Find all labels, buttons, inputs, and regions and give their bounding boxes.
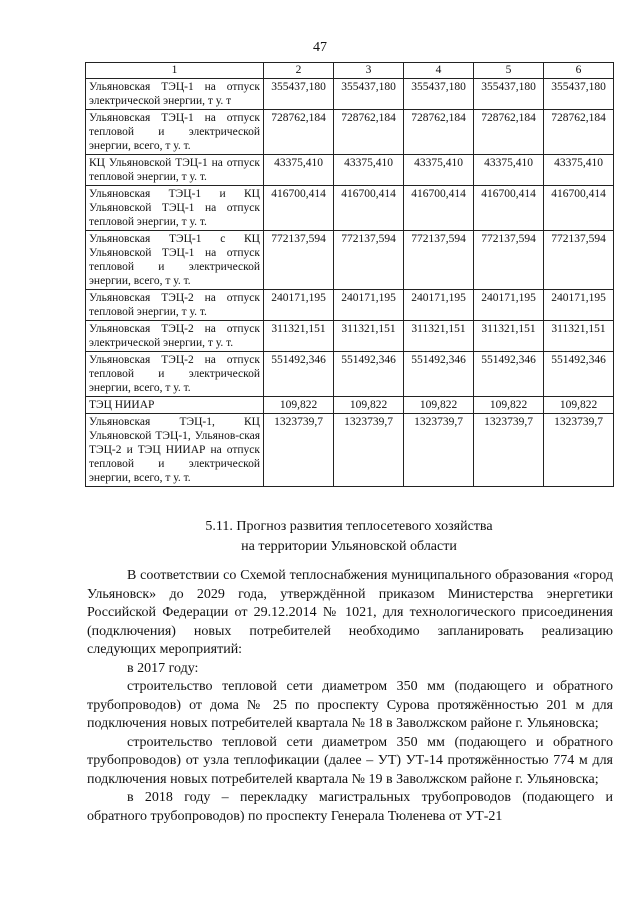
cell-value: 240171,195: [334, 290, 404, 321]
row-label: Ульяновская ТЭЦ-2 на отпуск электрической энергии, т у. т.: [86, 321, 264, 352]
cell-value: 1323739,7: [474, 414, 544, 487]
section-heading-line: на территории Ульяновской области: [241, 539, 457, 554]
cell-value: 311321,151: [264, 321, 334, 352]
cell-value: 311321,151: [544, 321, 614, 352]
cell-value: 728762,184: [474, 110, 544, 155]
row-label: Ульяновская ТЭЦ-1, КЦ Ульяновской ТЭЦ-1, Ульянов-ская ТЭЦ-2 и ТЭЦ НИИАР на отпуск тепловой и электрической энергии, всего, т у. т.: [86, 414, 264, 487]
row-label: Ульяновская ТЭЦ-1 на отпуск тепловой и электрической энергии, всего, т у. т.: [86, 110, 264, 155]
row-label: Ульяновская ТЭЦ-1 на отпуск электрической энергии, т у. т: [86, 79, 264, 110]
cell-value: 1323739,7: [264, 414, 334, 487]
cell-value: 416700,414: [404, 186, 474, 231]
column-header: 1: [86, 63, 264, 79]
table-row: [86, 414, 614, 487]
cell-value: 1323739,7: [334, 414, 404, 487]
cell-value: 551492,346: [404, 352, 474, 397]
cell-value: 240171,195: [474, 290, 544, 321]
cell-value: 355437,180: [404, 79, 474, 110]
table-row: [86, 110, 614, 155]
cell-value: 416700,414: [334, 186, 404, 231]
table-row: [86, 186, 614, 231]
cell-value: 355437,180: [474, 79, 544, 110]
cell-value: 355437,180: [334, 79, 404, 110]
cell-value: 416700,414: [544, 186, 614, 231]
column-header: 6: [544, 63, 614, 79]
cell-value: 109,822: [334, 397, 404, 414]
cell-value: 355437,180: [544, 79, 614, 110]
row-label: Ульяновская ТЭЦ-1 с КЦ Ульяновской ТЭЦ-1 на отпуск тепловой и электрической энергии, всего, т у. т.: [86, 231, 264, 290]
cell-value: 355437,180: [264, 79, 334, 110]
paragraph: в 2018 году – перекладку магистральных трубопроводов (подающего и обратного трубопроводов) по проспекту Генерала Тюленева от УТ-21: [87, 790, 613, 824]
cell-value: 728762,184: [404, 110, 474, 155]
cell-value: 1323739,7: [544, 414, 614, 487]
row-label: Ульяновская ТЭЦ-1 и КЦ Ульяновской ТЭЦ-1 на отпуск тепловой энергии, т у. т.: [86, 186, 264, 231]
section-heading: [85, 517, 613, 557]
column-header: 3: [334, 63, 404, 79]
paragraph: В соответствии со Схемой теплоснабжения муниципального образования «город Ульяновск» до 2029 года, утверждённой приказом Министерства энергетики Российской Федерации от 29.12.2014 № 1021, для технологического присоединения (подключения) новых потребителей необходимо запланировать реализацию следующих мероприятий:: [87, 568, 613, 657]
cell-value: 43375,410: [474, 155, 544, 186]
cell-value: 43375,410: [404, 155, 474, 186]
table-row: [86, 321, 614, 352]
row-label: Ульяновская ТЭЦ-2 на отпуск тепловой и электрической энергии, всего, т у. т.: [86, 352, 264, 397]
table-row: [86, 397, 614, 414]
cell-value: 109,822: [544, 397, 614, 414]
table-header-row: [86, 63, 614, 79]
table-row: [86, 79, 614, 110]
cell-value: 311321,151: [474, 321, 544, 352]
section-heading-line: 5.11. Прогноз развития теплосетевого хозяйства: [205, 519, 493, 534]
row-label: КЦ Ульяновской ТЭЦ-1 на отпуск тепловой энергии, т у. т.: [86, 155, 264, 186]
cell-value: 109,822: [404, 397, 474, 414]
table-body: [86, 79, 614, 487]
cell-value: 551492,346: [474, 352, 544, 397]
cell-value: 772137,594: [264, 231, 334, 290]
cell-value: 43375,410: [544, 155, 614, 186]
page-number: 47: [313, 40, 327, 55]
fuel-consumption-table: [85, 62, 614, 487]
cell-value: 551492,346: [544, 352, 614, 397]
row-label: ТЭЦ НИИАР: [86, 397, 264, 414]
cell-value: 772137,594: [404, 231, 474, 290]
column-header: 4: [404, 63, 474, 79]
paragraph: в 2017 году:: [127, 660, 199, 676]
table-row: [86, 231, 614, 290]
cell-value: 311321,151: [334, 321, 404, 352]
cell-value: 240171,195: [544, 290, 614, 321]
paragraph: строительство тепловой сети диаметром 350 мм (подающего и обратного трубопроводов) от дома № 25 по проспекту Сурова протяжённостью 201 м для подключения новых потребителей квартала № 18 в Заволжском районе г. Ульяновска;: [87, 679, 613, 731]
table-row: [86, 352, 614, 397]
cell-value: 43375,410: [334, 155, 404, 186]
body-text: [87, 567, 613, 826]
cell-value: 416700,414: [264, 186, 334, 231]
cell-value: 109,822: [264, 397, 334, 414]
cell-value: 240171,195: [404, 290, 474, 321]
cell-value: 416700,414: [474, 186, 544, 231]
cell-value: 311321,151: [404, 321, 474, 352]
cell-value: 240171,195: [264, 290, 334, 321]
cell-value: 728762,184: [544, 110, 614, 155]
cell-value: 772137,594: [334, 231, 404, 290]
cell-value: 551492,346: [264, 352, 334, 397]
cell-value: 772137,594: [544, 231, 614, 290]
cell-value: 1323739,7: [404, 414, 474, 487]
table-row: [86, 155, 614, 186]
cell-value: 772137,594: [474, 231, 544, 290]
column-header: 2: [264, 63, 334, 79]
row-label: Ульяновская ТЭЦ-2 на отпуск тепловой энергии, т у. т.: [86, 290, 264, 321]
cell-value: 728762,184: [334, 110, 404, 155]
column-header: 5: [474, 63, 544, 79]
table-row: [86, 290, 614, 321]
cell-value: 109,822: [474, 397, 544, 414]
cell-value: 551492,346: [334, 352, 404, 397]
cell-value: 43375,410: [264, 155, 334, 186]
paragraph: строительство тепловой сети диаметром 350 мм (подающего и обратного трубопроводов) от узла теплофикации (далее – УТ) УТ-14 протяжённостью 774 м для подключения новых потребителей квартала № 19 в Заволжском районе г. Ульяновска;: [87, 734, 613, 787]
cell-value: 728762,184: [264, 110, 334, 155]
